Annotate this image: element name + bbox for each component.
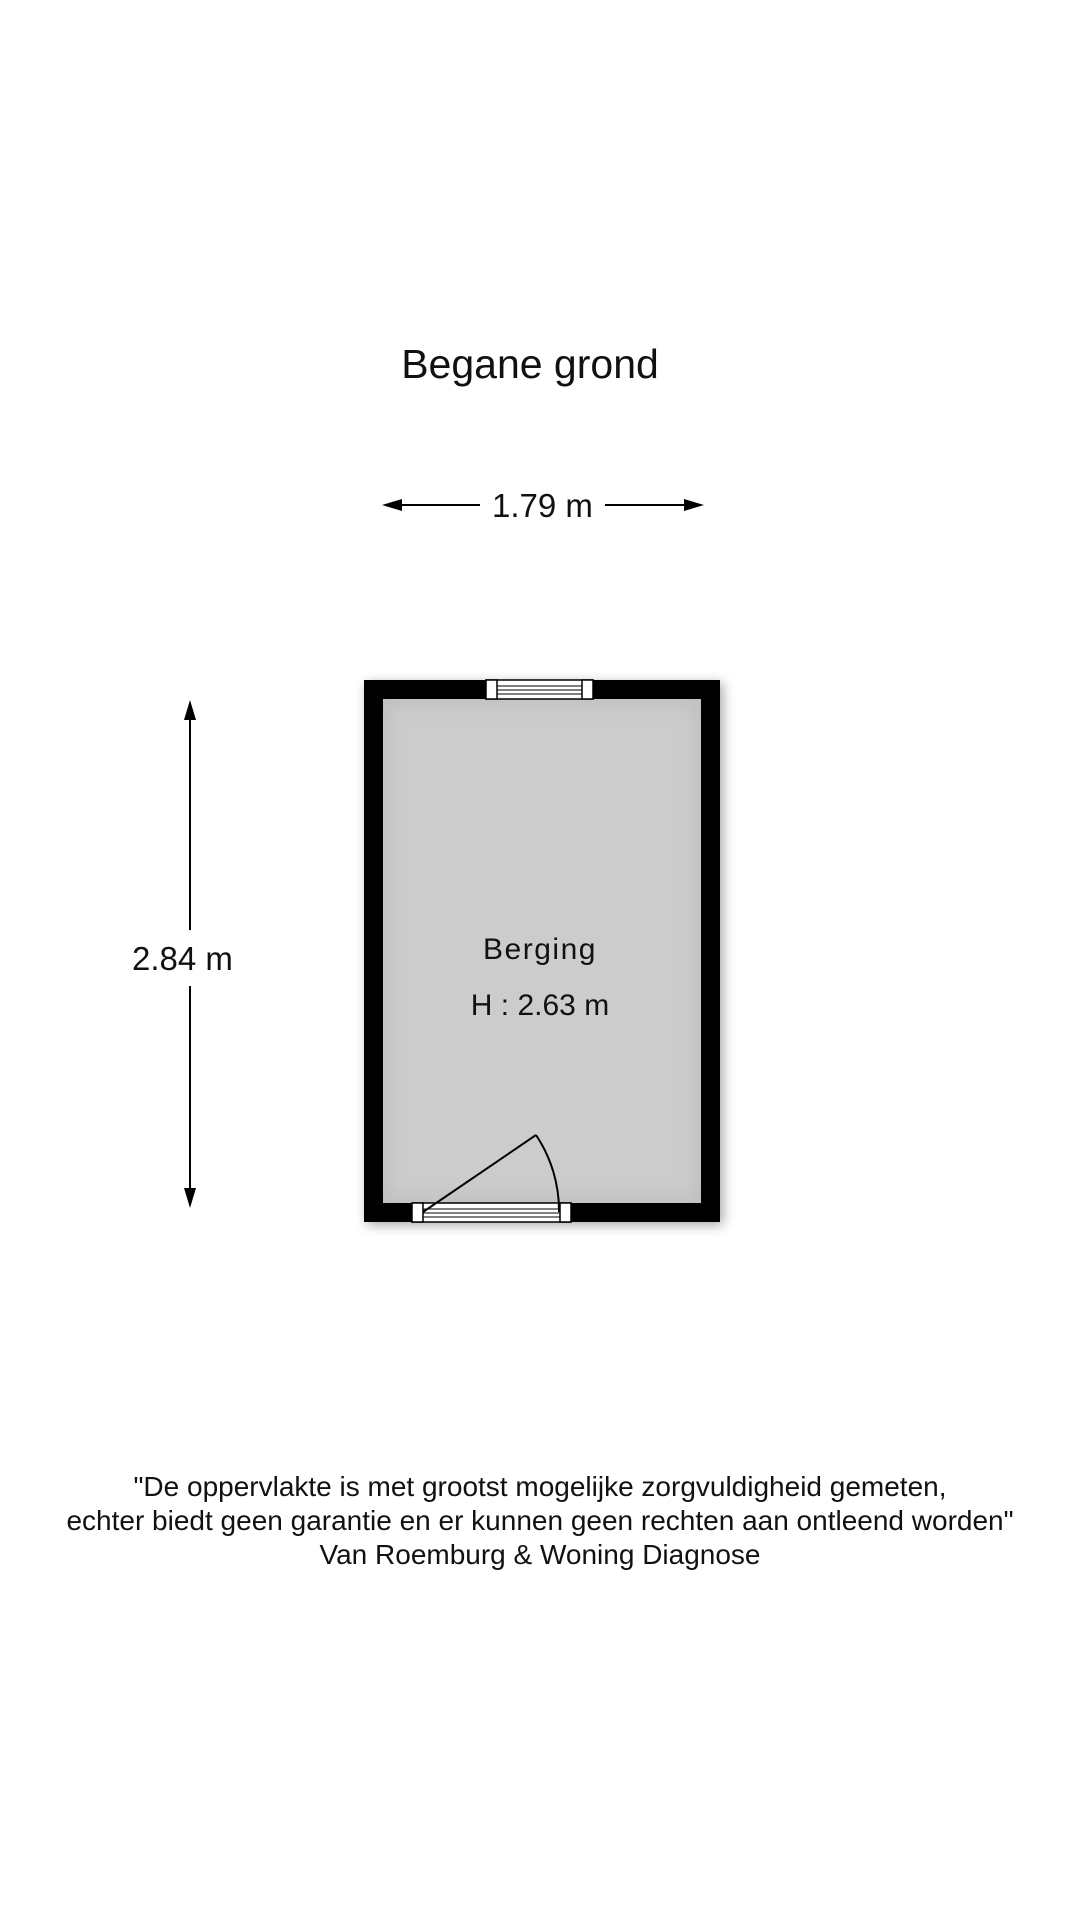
disclaimer-credit: Van Roemburg & Woning Diagnose	[319, 1539, 761, 1570]
disclaimer-line-1: "De oppervlakte is met grootst mogelijke zorgvuldigheid gemeten,	[133, 1471, 947, 1502]
room-ceiling-height: H : 2.63 m	[470, 989, 610, 1022]
room-name: Berging	[483, 933, 597, 966]
width-arrow-right-head	[684, 499, 704, 511]
width-arrow-left-head	[382, 499, 402, 511]
height-dimension-label: 2.84 m	[132, 932, 233, 986]
height-arrow-bottom-head	[184, 1188, 196, 1208]
floor-title: Begane grond	[401, 341, 659, 387]
width-dimension-label: 1.79 m	[486, 487, 599, 525]
disclaimer-line-2: echter biedt geen garantie en er kunnen geen rechten aan ontleend worden"	[66, 1505, 1014, 1536]
door-bottom	[412, 1203, 571, 1222]
window-top	[486, 680, 593, 699]
height-arrow-top-head	[184, 700, 196, 720]
disclaimer	[0, 1470, 1080, 1572]
